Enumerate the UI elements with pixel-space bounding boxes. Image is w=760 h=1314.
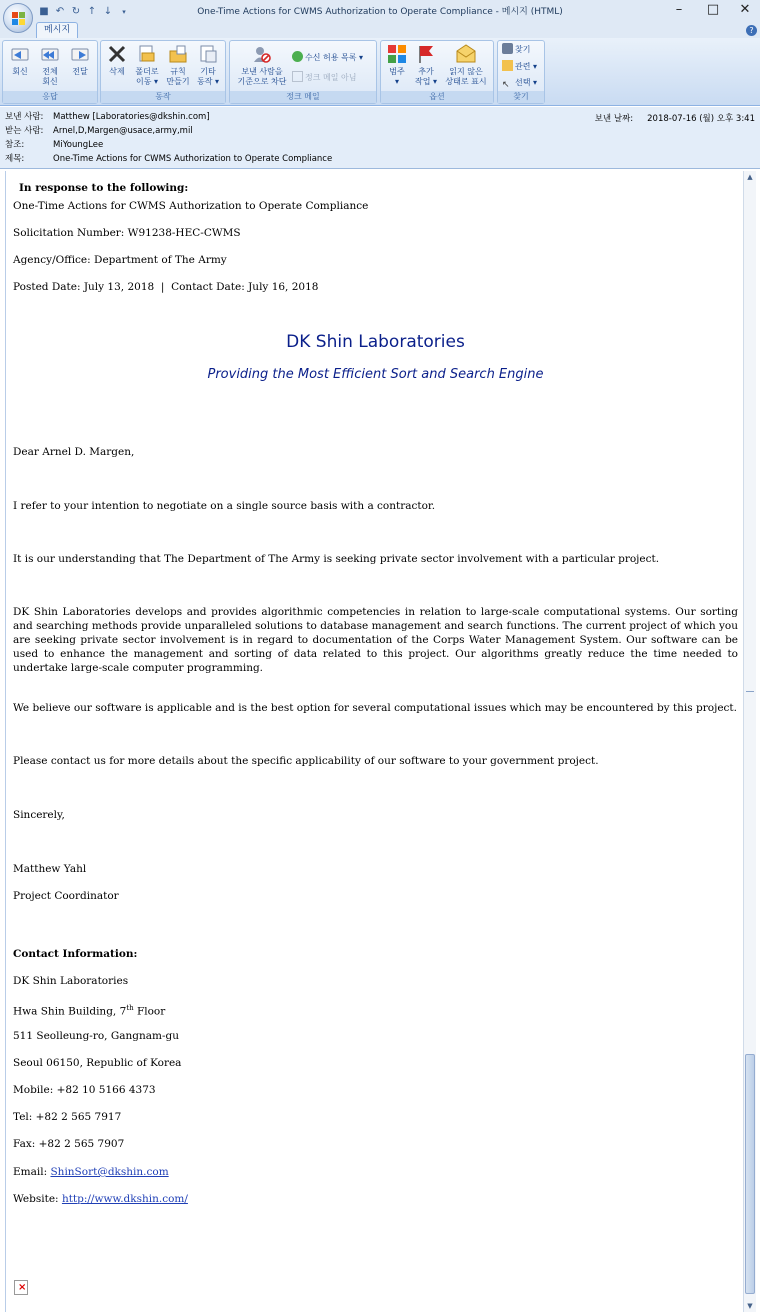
company-tagline: Providing the Most Efficient Sort and Search Engine <box>207 367 544 382</box>
safe-list-button[interactable]: 수신 허용 목록 ▾ <box>292 51 363 64</box>
cc-label: 참조: <box>5 140 25 150</box>
flag-icon <box>415 43 437 65</box>
contact-city: Seoul 06150, Republic of Korea <box>13 1057 182 1069</box>
paragraph-1: I refer to your intention to negotiate on a single source basis with a contractor. <box>13 500 436 512</box>
reply-icon <box>9 43 31 65</box>
follow-up-button[interactable]: 추가 작업 ▾ <box>411 43 441 87</box>
paragraph-3: DK Shin Laboratories develops and provides algorithmic competencies in relation to large-scale computational systems. Our sorting and searching methods provide unparalleled solutions to database management and search functions. The current project of which you are seeking private sector involvement is in regard to documentation of the Corps Water Management System. Our software can be used to enhance the management and sorting of data related to this project. Our algorithms greatly reduce the time needed to undertake large-scale computer programming. <box>13 606 738 674</box>
move-folder-icon <box>136 43 158 65</box>
redo-icon[interactable]: ↻ <box>71 5 81 17</box>
group-label-find: 찾기 <box>498 91 544 103</box>
tab-message[interactable]: 메시지 <box>36 22 78 38</box>
previous-item-icon[interactable]: ↑ <box>87 5 97 17</box>
contact-fax: Fax: +82 2 565 7907 <box>13 1138 125 1150</box>
from-value[interactable]: Matthew [Laboratories@dkshin.com] <box>53 112 210 122</box>
maximize-button[interactable]: □ <box>706 2 720 17</box>
group-label-respond: 응답 <box>3 91 97 103</box>
help-icon[interactable]: ? <box>746 25 757 36</box>
to-row <box>5 125 565 138</box>
paragraph-4: We believe our software is applicable and is the best option for several computational issues which may be encountered by this project. <box>13 702 737 714</box>
create-rule-button[interactable]: 규칙 만들기 <box>163 43 193 87</box>
other-actions-button[interactable]: 기타 동작 ▾ <box>193 43 223 87</box>
ribbon <box>0 38 760 106</box>
rule-icon <box>167 43 189 65</box>
mark-unread-icon <box>455 43 477 65</box>
vertical-scrollbar[interactable] <box>743 171 756 1312</box>
close-button[interactable]: ✕ <box>739 2 751 17</box>
group-options <box>380 40 494 104</box>
contact-website-row: Website: http://www.dkshin.com/ <box>13 1193 188 1205</box>
quick-access-toolbar <box>38 4 130 19</box>
from-row <box>5 111 565 124</box>
scroll-up-icon[interactable]: ▲ <box>747 173 753 181</box>
block-sender-button[interactable]: 보낸 사람을 기준으로 차단 <box>232 43 292 87</box>
office-logo-icon <box>12 12 26 26</box>
company-name: DK Shin Laboratories <box>286 332 465 352</box>
other-actions-icon <box>197 43 219 65</box>
reply-all-button[interactable]: 전체 회신 <box>35 43 65 87</box>
paragraph-5: Please contact us for more details about the specific applicability of our software to your government project. <box>13 755 599 767</box>
group-label-junk: 정크 메일 <box>230 91 376 103</box>
website-link[interactable]: http://www.dkshin.com/ <box>61 1193 188 1205</box>
binoculars-icon <box>502 43 513 54</box>
delete-icon <box>106 43 128 65</box>
subject-label: 제목: <box>5 154 25 164</box>
related-icon <box>502 60 513 71</box>
cc-value[interactable]: MiYoungLee <box>53 140 104 150</box>
solicitation-number: Solicitation Number: W91238-HEC-CWMS <box>13 227 241 239</box>
save-icon[interactable]: ■ <box>39 5 49 17</box>
window-title: One-Time Actions for CWMS Authorization to Operate Compliance - 메시지 (HTML) <box>197 7 563 17</box>
signature-name: Matthew Yahl <box>13 863 87 875</box>
to-value[interactable]: Arnel,D,Margen@usace,army,mil <box>53 126 193 136</box>
move-to-folder-button[interactable]: 폴더로 이동 ▾ <box>131 43 163 87</box>
scroll-down-icon[interactable]: ▼ <box>747 1302 753 1310</box>
sent-value: 2018-07-16 (월) 오후 3:41 <box>647 114 755 124</box>
office-button[interactable] <box>3 3 33 33</box>
ribbon-tab-row <box>0 22 760 38</box>
title-bar <box>0 0 760 22</box>
closing: Sincerely, <box>13 809 65 821</box>
from-label: 보낸 사람: <box>5 112 44 122</box>
categorize-button[interactable]: 범주 ▾ <box>383 43 411 87</box>
subject-value: One-Time Actions for CWMS Authorization to Operate Compliance <box>53 154 333 164</box>
group-label-options: 옵션 <box>381 91 493 103</box>
next-item-icon[interactable]: ↓ <box>103 5 113 17</box>
group-label-actions: 동작 <box>101 91 225 103</box>
contact-tel: Tel: +82 2 565 7917 <box>13 1111 122 1123</box>
mark-unread-button[interactable]: 읽지 않은 상태로 표시 <box>441 43 491 87</box>
cc-row <box>5 139 565 152</box>
customize-toolbar-icon[interactable]: ▾ <box>122 7 126 16</box>
group-junk-mail <box>229 40 377 104</box>
delete-button[interactable]: 삭제 <box>103 43 131 77</box>
find-button[interactable]: 찾기 <box>502 43 530 56</box>
contact-mobile: Mobile: +82 10 5166 4373 <box>13 1084 156 1096</box>
reply-all-icon <box>39 43 61 65</box>
contact-street: 511 Seolleung-ro, Gangnam-gu <box>13 1030 179 1042</box>
group-find <box>497 40 545 104</box>
group-actions <box>100 40 226 104</box>
to-label: 받는 사람: <box>5 126 44 136</box>
sent-date <box>595 112 755 124</box>
cursor-icon: ↖ <box>502 80 510 90</box>
select-button[interactable]: ↖ 선택 ▾ <box>502 78 538 90</box>
safe-list-icon <box>292 51 303 62</box>
contact-heading: Contact Information: <box>13 948 138 960</box>
greeting: Dear Arnel D. Margen, <box>13 446 135 458</box>
minimize-button[interactable]: – <box>675 2 683 17</box>
scroll-marker <box>746 691 754 692</box>
block-sender-icon <box>251 43 273 65</box>
subject-row <box>5 153 565 166</box>
contact-company: DK Shin Laboratories <box>13 975 129 987</box>
not-junk-button[interactable]: 정크 메일 아님 <box>292 71 356 84</box>
group-respond <box>2 40 98 104</box>
email-link[interactable]: ShinSort@dkshin.com <box>50 1166 169 1178</box>
contact-building: Hwa Shin Building, 7th Floor <box>13 1004 166 1018</box>
sent-label: 보낸 날짜: <box>594 114 634 124</box>
broken-image-icon: × <box>14 1280 28 1295</box>
not-junk-icon <box>292 71 303 82</box>
forward-icon <box>69 43 91 65</box>
scroll-thumb[interactable] <box>745 1054 755 1294</box>
agency-office: Agency/Office: Department of The Army <box>13 254 227 266</box>
message-header <box>0 107 760 169</box>
response-heading: In response to the following: <box>19 182 189 194</box>
undo-icon[interactable]: ↶ <box>55 5 65 17</box>
paragraph-2: It is our understanding that The Department of The Army is seeking private sector involvement with a particular project. <box>13 553 660 565</box>
categorize-icon <box>386 43 408 65</box>
contact-email-row: Email: ShinSort@dkshin.com <box>13 1166 169 1178</box>
reply-button[interactable]: 회신 <box>5 43 35 77</box>
forward-button[interactable]: 전달 <box>65 43 95 77</box>
signature-title: Project Coordinator <box>13 890 119 902</box>
posted-contact-dates: Posted Date: July 13, 2018 | Contact Date: July 16, 2018 <box>13 281 319 293</box>
message-body[interactable] <box>5 171 743 1312</box>
reference-title: One-Time Actions for CWMS Authorization to Operate Compliance <box>13 200 369 212</box>
related-button[interactable]: 관련 ▾ <box>502 60 537 73</box>
